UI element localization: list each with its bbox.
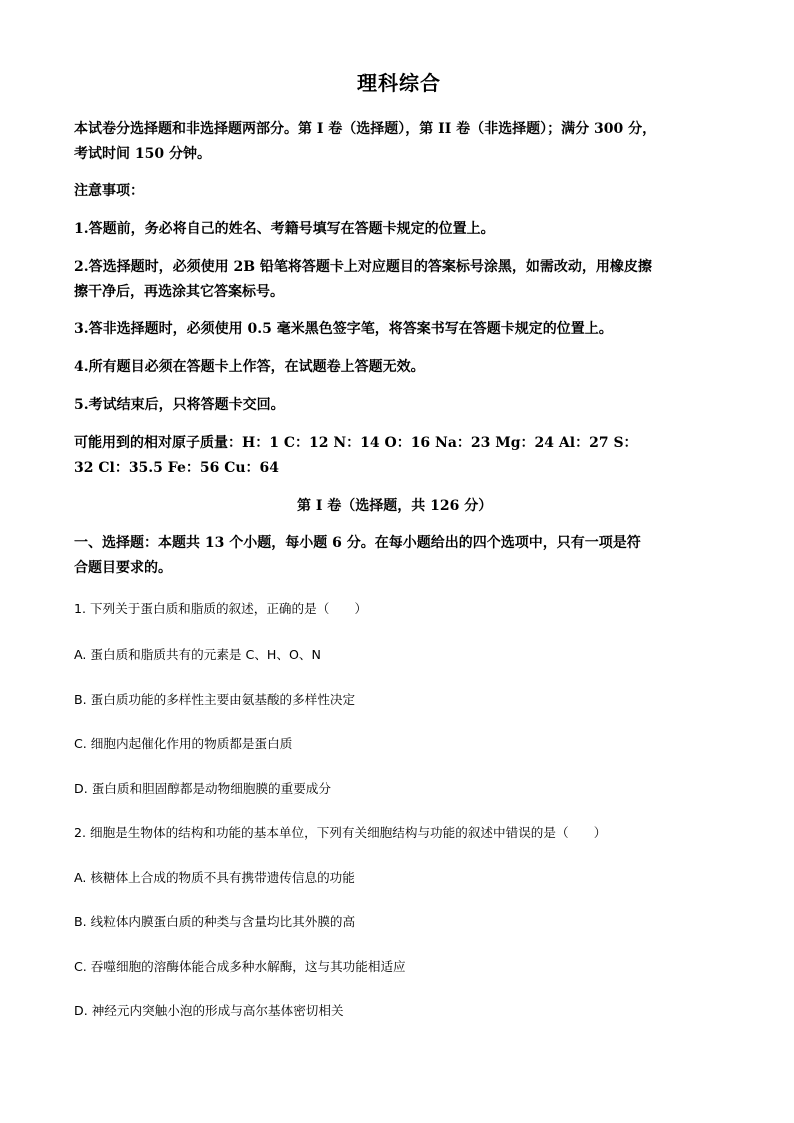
section-title: 第 I 卷（选择题，共 126 分） [297, 498, 493, 514]
question-2-option-c: C. 吞噬细胞的溶酶体能合成多种水解酶，这与其功能相适应 [74, 959, 406, 974]
atomic-mass-line-2: 32 Cl：35.5 Fe：56 Cu：64 [74, 460, 280, 476]
notice-item-5: 5.考试结束后，只将答题卡交回。 [74, 397, 285, 413]
notice-heading: 注意事项： [74, 183, 144, 199]
question-1-option-d: D. 蛋白质和胆固醇都是动物细胞膜的重要成分 [74, 781, 331, 796]
page-title: 理科综合 [357, 71, 441, 95]
question-1-option-b: B. 蛋白质功能的多样性主要由氨基酸的多样性决定 [74, 692, 356, 707]
part-heading-line-2: 合题目要求的。 [74, 560, 172, 576]
question-2-option-a: A. 核糖体上合成的物质不具有携带遗传信息的功能 [74, 870, 355, 885]
question-2-option-d: D. 神经元内突触小泡的形成与高尔基体密切相关 [74, 1003, 344, 1018]
question-1-stem: 1. 下列关于蛋白质和脂质的叙述，正确的是（ ） [74, 601, 368, 616]
intro-line-1 [74, 122, 722, 136]
notice-item-1: 1.答题前，务必将自己的姓名、考籍号填写在答题卡规定的位置上。 [74, 221, 495, 237]
question-1-option-c: C. 细胞内起催化作用的物质都是蛋白质 [74, 736, 293, 751]
notice-item-3: 3.答非选择题时，必须使用 0.5 毫米黑色签字笔，将答案书写在答题卡规定的位置上。 [74, 321, 613, 337]
intro-text-1: 本试卷分选择题和非选择题两部分。第 I 卷（选择题），第 II 卷（非选择题）；满分 300 分， [74, 121, 657, 137]
atomic-mass-line-1: 可能用到的相对原子质量：H：1 C：12 N：14 O：16 Na：23 Mg：24 Al：27 S： [74, 435, 638, 451]
question-1-option-a: A. 蛋白质和脂质共有的元素是 C、H、O、N [74, 647, 321, 662]
notice-item-2-line-2: 擦干净后，再选涂其它答案标号。 [74, 284, 284, 300]
part-heading-line-1: 一、选择题：本题共 13 个小题，每小题 6 分。在每小题给出的四个选项中，只有一项是符 [74, 535, 641, 551]
question-2-option-b: B. 线粒体内膜蛋白质的种类与含量均比其外膜的高 [74, 914, 356, 929]
intro-line-2: 考试时间 150 分钟。 [74, 146, 211, 162]
notice-item-2-line-1: 2.答选择题时，必须使用 2B 铅笔将答题卡上对应题目的答案标号涂黑，如需改动，用橡皮擦 [74, 259, 652, 275]
notice-item-4: 4.所有题目必须在答题卡上作答，在试题卷上答题无效。 [74, 359, 425, 375]
question-2-stem: 2. 细胞是生物体的结构和功能的基本单位，下列有关细胞结构与功能的叙述中错误的是（ ） [74, 825, 607, 840]
